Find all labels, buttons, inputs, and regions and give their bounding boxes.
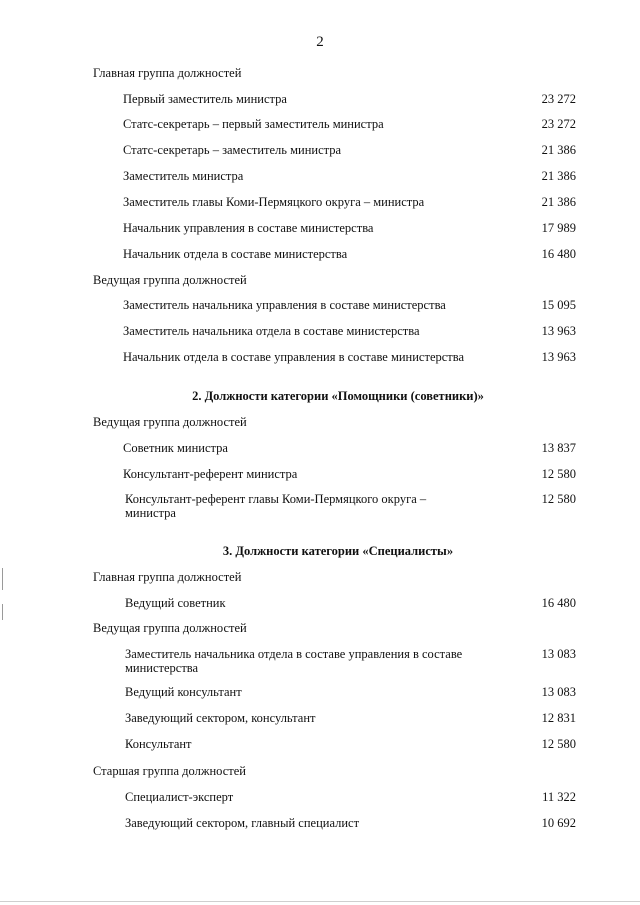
salary-value: 21 386 (541, 143, 576, 157)
position-name: Ведущий советник (125, 596, 226, 610)
position-name: Заместитель главы Коми-Пермяцкого округа – министра (123, 195, 425, 209)
salary-value: 12 580 (541, 467, 576, 481)
position-name: Начальник отдела в составе управления в составе министерства (123, 350, 465, 364)
position-name: Заведующий сектором, главный специалист (125, 816, 360, 830)
position-name: Первый заместитель министра (123, 92, 287, 106)
section-title: 3. Должности категории «Специалисты» (222, 544, 454, 558)
salary-value: 21 386 (541, 169, 576, 183)
salary-value: 11 322 (542, 790, 576, 804)
position-name: Начальник управления в составе министерства (123, 221, 374, 235)
salary-value: 10 692 (541, 816, 576, 830)
position-name: Заместитель начальника управления в составе министерства (123, 298, 446, 312)
salary-value: 13 963 (541, 324, 576, 338)
position-name: Заместитель начальника отдела в составе управления в составе (125, 647, 463, 661)
group-heading: Главная группа должностей (93, 570, 242, 584)
position-name: Статс-секретарь – первый заместитель министра (123, 117, 384, 131)
salary-value: 13 837 (541, 441, 576, 455)
position-name: Ведущий консультант (125, 685, 242, 699)
position-name: Начальник отдела в составе министерства (123, 247, 348, 261)
salary-value: 13 963 (541, 350, 576, 364)
position-name: Специалист-эксперт (125, 790, 234, 804)
salary-value: 16 480 (541, 596, 576, 610)
scan-edge-mark (2, 604, 3, 620)
position-name: Консультант-референт главы Коми-Пермяцкого округа – (125, 492, 427, 506)
salary-value: 17 989 (541, 221, 576, 235)
group-heading: Главная группа должностей (93, 66, 242, 80)
position-name: Статс-секретарь – заместитель министра (123, 143, 342, 157)
position-name: Заместитель начальника отдела в составе министерства (123, 324, 420, 338)
scan-edge-mark (2, 568, 3, 590)
position-name: Советник министра (123, 441, 228, 455)
position-name: Заместитель министра (123, 169, 244, 183)
position-name: Консультант-референт министра (123, 467, 298, 481)
position-name-continued: министра (125, 506, 176, 520)
salary-value: 13 083 (541, 685, 576, 699)
section-title: 2. Должности категории «Помощники (советники)» (192, 389, 484, 403)
group-heading: Ведущая группа должностей (93, 621, 247, 635)
position-name: Заведующий сектором, консультант (125, 711, 316, 725)
position-name-continued: министерства (125, 661, 199, 675)
group-heading: Ведущая группа должностей (93, 415, 247, 429)
page-number: 2 (316, 34, 324, 50)
salary-value: 16 480 (541, 247, 576, 261)
position-name: Консультант (125, 737, 192, 751)
salary-value: 23 272 (541, 92, 576, 106)
salary-value: 12 580 (541, 737, 576, 751)
scan-bottom-line (0, 901, 640, 902)
salary-value: 21 386 (541, 195, 576, 209)
salary-value: 12 831 (541, 711, 576, 725)
group-heading: Старшая группа должностей (93, 764, 246, 778)
salary-value: 23 272 (541, 117, 576, 131)
salary-value: 15 095 (541, 298, 576, 312)
group-heading: Ведущая группа должностей (93, 273, 247, 287)
salary-value: 13 083 (541, 647, 576, 661)
salary-value: 12 580 (541, 492, 576, 506)
